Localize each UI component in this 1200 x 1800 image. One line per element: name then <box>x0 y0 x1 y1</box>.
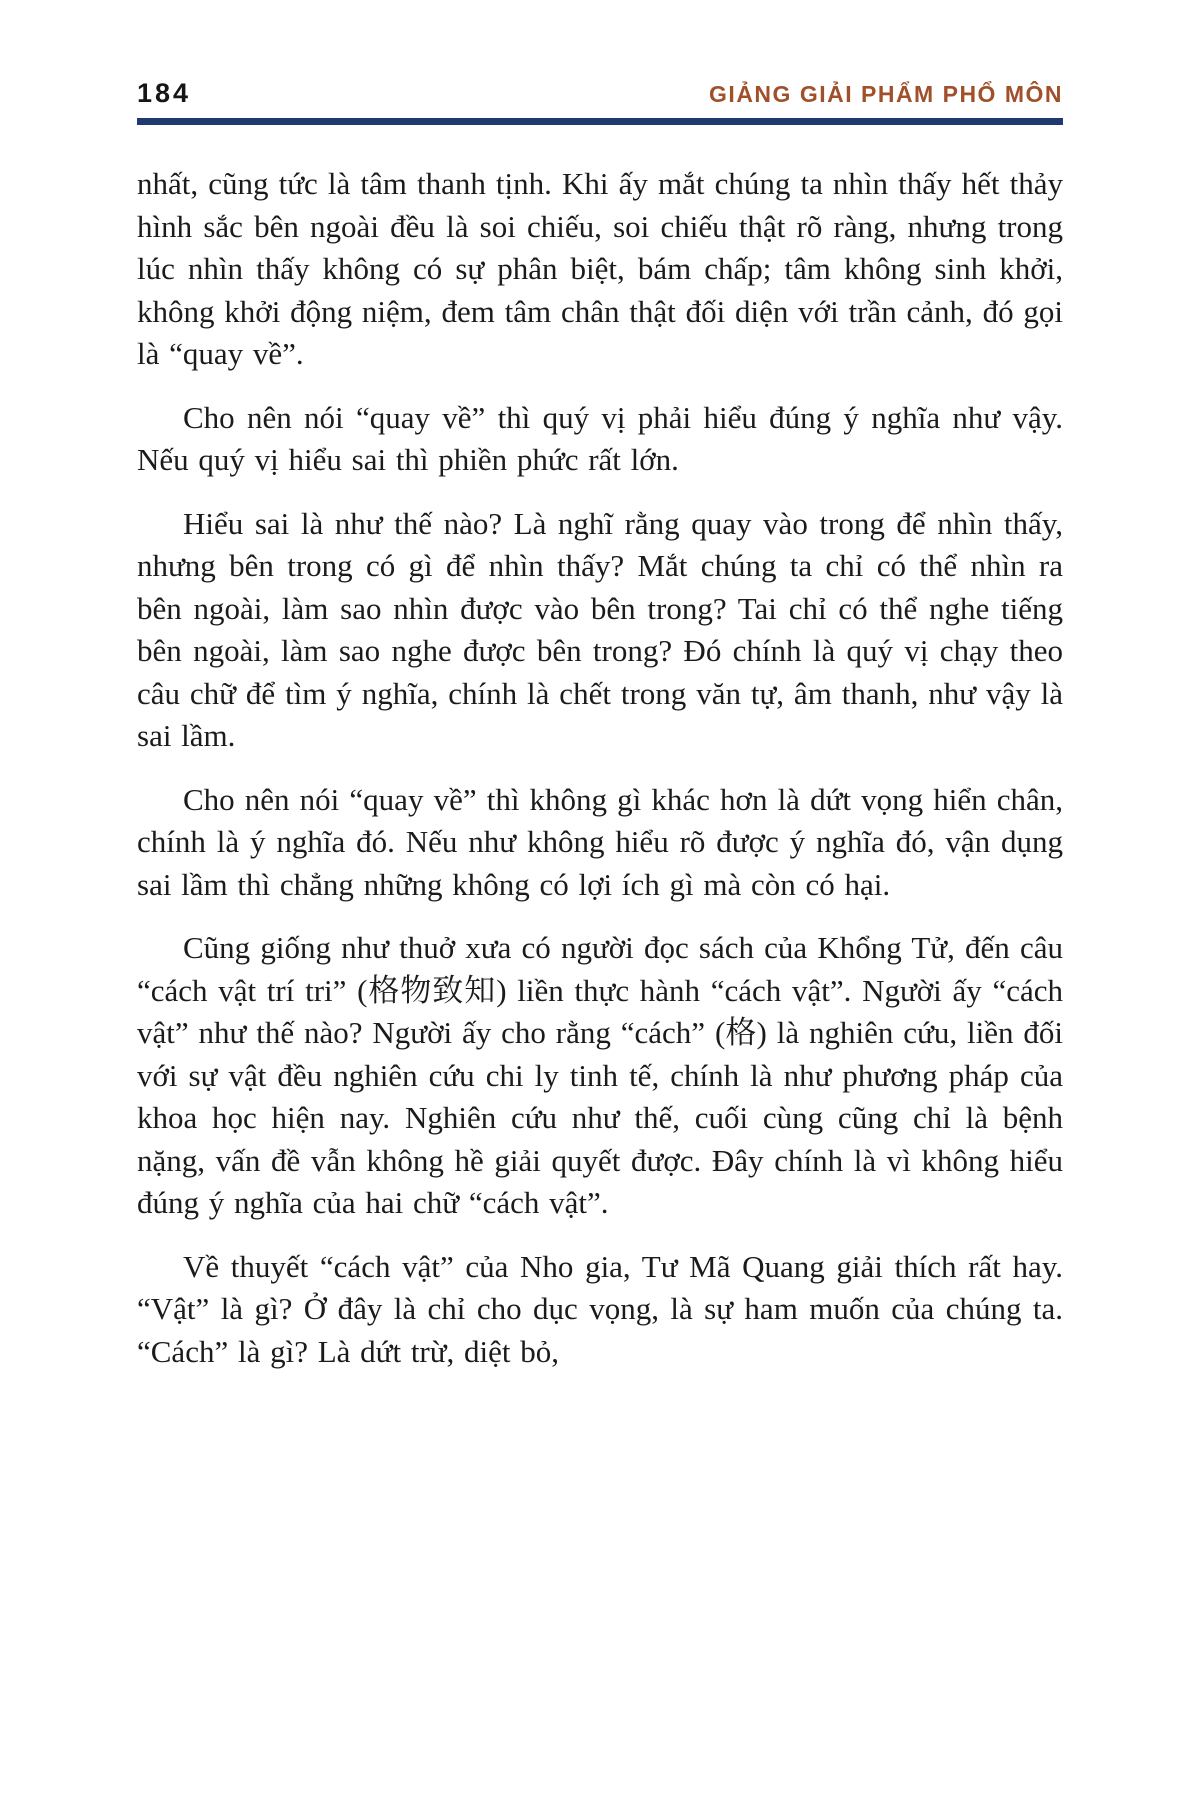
page-body <box>137 163 1063 1373</box>
paragraph: Hiểu sai là như thế nào? Là nghĩ rằng quay vào trong để nhìn thấy, nhưng bên trong có gì để nhìn thấy? Mắt chúng ta chỉ có thể nhìn ra bên ngoài, làm sao nhìn được vào bên trong? Tai chỉ có thể nghe tiếng bên ngoài, làm sao nghe được bên trong? Đó chính là quý vị chạy theo câu chữ để tìm ý nghĩa, chính là chết trong văn tự, âm thanh, như vậy là sai lầm. <box>137 505 1063 753</box>
paragraph: nhất, cũng tức là tâm thanh tịnh. Khi ấy mắt chúng ta nhìn thấy hết thảy hình sắc bên ngoài đều là soi chiếu, soi chiếu thật rõ ràng, nhưng trong lúc nhìn thấy không có sự phân biệt, bám chấp; tâm không sinh khởi, không khởi động niệm, đem tâm chân thật đối diện với trần cảnh, đó gọi là “quay về”. <box>137 166 1063 371</box>
paragraph: Cũng giống như thuở xưa có người đọc sách của Khổng Tử, đến câu “cách vật trí tri” (格物致知) liền thực hành “cách vật”. Người ấy “cách vật” như thế nào? Người ấy cho rằng “cách” (格) là nghiên cứu, liền đối với sự vật đều nghiên cứu chi ly tinh tế, chính là như phương pháp của khoa học hiện nay. Nghiên cứu như thế, cuối cùng cũng chỉ là bệnh nặng, vấn đề vẫn không hề giải quyết được. Đây chính là vì không hiểu đúng ý nghĩa của hai chữ “cách vật”. <box>137 930 1063 1220</box>
paragraph: Cho nên nói “quay về” thì quý vị phải hiểu đúng ý nghĩa như vậy. Nếu quý vị hiểu sai thì phiền phức rất lớn. <box>137 399 1063 477</box>
running-title: GIẢNG GIẢI PHẨM PHỔ MÔN <box>709 81 1063 107</box>
header-divider <box>137 118 1063 125</box>
paragraph: Về thuyết “cách vật” của Nho gia, Tư Mã Quang giải thích rất hay. “Vật” là gì? Ở đây là chỉ cho dục vọng, là sự ham muốn của chúng ta. “Cách” là gì? Là dứt trừ, diệt bỏ, <box>137 1248 1063 1369</box>
page-header <box>137 78 1063 109</box>
paragraph: Cho nên nói “quay về” thì không gì khác hơn là dứt vọng hiển chân, chính là ý nghĩa đó. Nếu như không hiểu rõ được ý nghĩa đó, vận dụng sai lầm thì chẳng những không có lợi ích gì mà còn có hại. <box>137 781 1063 902</box>
page-number: 184 <box>137 78 192 108</box>
